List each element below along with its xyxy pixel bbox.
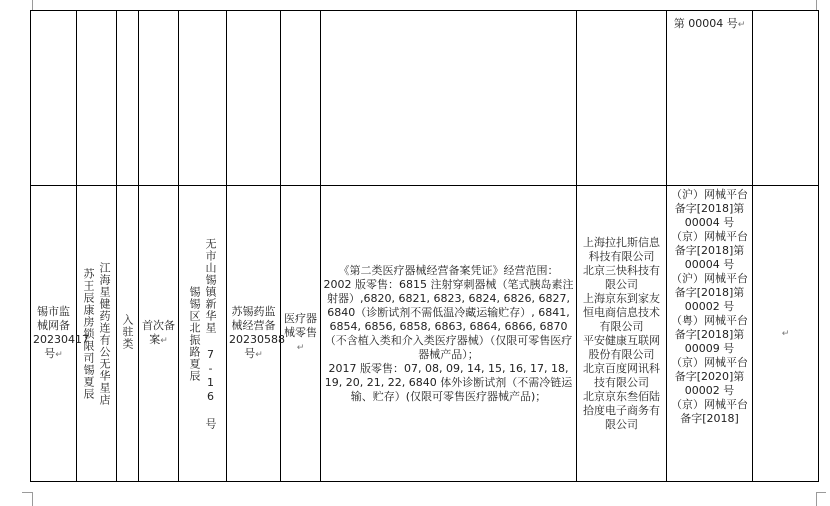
scope-2017: 2017 版零售：07, 08, 09, 14, 15, 16, 17, 18, 19, 20, 21, 22, 6840 体外诊断试剂（不需冷链运输、贮存）(仅限可零售医疗器械产品)；: [324, 361, 573, 403]
address-col-left: 无市山锡镇新华星 7-16 号: [204, 237, 217, 430]
filing-no: 锡市监械网备 20230417 号: [33, 305, 89, 360]
filing-table: [30, 10, 819, 482]
permit-no: （京）网械平台备字[2018]第 00004 号: [671, 230, 748, 271]
permit-tail: 第 00004 号: [673, 17, 738, 30]
cell-blank: [139, 11, 179, 186]
cell-blank: [281, 11, 321, 186]
platform-name: 北京百度网讯科技有限公司: [583, 361, 660, 389]
license-no-cell: [227, 186, 285, 482]
paragraph-mark: ↵: [296, 343, 305, 353]
permit-no: （京）网械平台备字[2020]第 00002 号: [671, 356, 748, 397]
permit-cell-prev: [667, 11, 753, 186]
address-cell: [179, 186, 227, 482]
scope-2002: 2002 版零售：6815 注射穿刺器械（笔式胰岛素注射器）,6820, 6821, 6823, 6824, 6826, 6827, 6840（诊断试剂不需低温冷藏运输贮存）, 6841, 6854, 6856, 6858, 6863, 6864, 6866, 6870（不含植入类和介入类医疗器械）（仅限可零售医疗器械产品）；: [323, 277, 574, 361]
permit-no: （粤）网械平台备字[2018]第 00009 号: [671, 314, 748, 355]
address-col-right: 锡锡区北振路夏辰: [188, 285, 201, 382]
crop-mark-top-right: [816, 0, 817, 10]
cell-blank: [117, 11, 139, 186]
permit-cell: [667, 186, 753, 482]
permit-no: （沪）网械平台备字[2018]第 00004 号: [671, 188, 748, 229]
store-type: 入驻类: [121, 313, 134, 350]
paragraph-mark: ↵: [781, 329, 790, 339]
remark-cell: [753, 186, 819, 482]
company-name-col-left: 江海星健药连有公无华星店: [98, 261, 111, 406]
permit-no: （沪）网械平台备字[2018]第 00002 号: [671, 272, 748, 313]
crop-mark-bottom-left-h: [22, 492, 32, 493]
license-no: 苏锡药监械经营备 20230588 号: [229, 305, 285, 360]
crop-mark-bottom-right-h: [816, 492, 826, 493]
permit-no: （京）网械平台备字[2018]: [671, 398, 748, 425]
cell-blank: [753, 11, 819, 186]
crop-mark-bottom-left-v: [32, 492, 33, 506]
cell-blank: [321, 11, 577, 186]
paragraph-mark: ↵: [55, 350, 63, 360]
cell-blank: [31, 11, 77, 186]
cell-blank: [77, 11, 117, 186]
crop-mark-top-left: [32, 0, 33, 10]
paragraph-mark: ↵: [160, 336, 168, 346]
business-type-cell: [281, 186, 321, 482]
scope-heading: 《第二类医疗器械经营备案凭证》经营范围：: [338, 263, 559, 277]
business-scope-cell: [321, 186, 577, 482]
cell-blank: [577, 11, 667, 186]
platform-name: 上海京东到家友恒电商信息技术有限公司: [583, 291, 660, 333]
platform-name: 平安健康互联网股份有限公司: [583, 333, 660, 361]
type-cell: [117, 186, 139, 482]
platform-name: 北京三快科技有限公司: [583, 263, 660, 291]
crop-mark-bottom-right-v: [816, 492, 817, 506]
paragraph-mark: ↵: [737, 20, 746, 30]
company-name-cell: [77, 186, 117, 482]
platform-name: 北京京东叁佰陆拾度电子商务有限公司: [583, 389, 660, 431]
table-row-previous: [31, 11, 819, 186]
table-row-record: [31, 186, 819, 482]
filing-type: 首次备案: [142, 319, 175, 346]
company-name-col-right: 苏王辰康房锁限司锡夏辰: [82, 267, 95, 400]
filing-type-cell: [139, 186, 179, 482]
platform-cell: [577, 186, 667, 482]
paragraph-mark: ↵: [255, 350, 263, 360]
cell-blank: [179, 11, 227, 186]
business-type: 医疗器械零售: [284, 312, 317, 339]
platform-name: 上海拉扎斯信息科技有限公司: [583, 235, 660, 263]
cell-blank: [227, 11, 281, 186]
